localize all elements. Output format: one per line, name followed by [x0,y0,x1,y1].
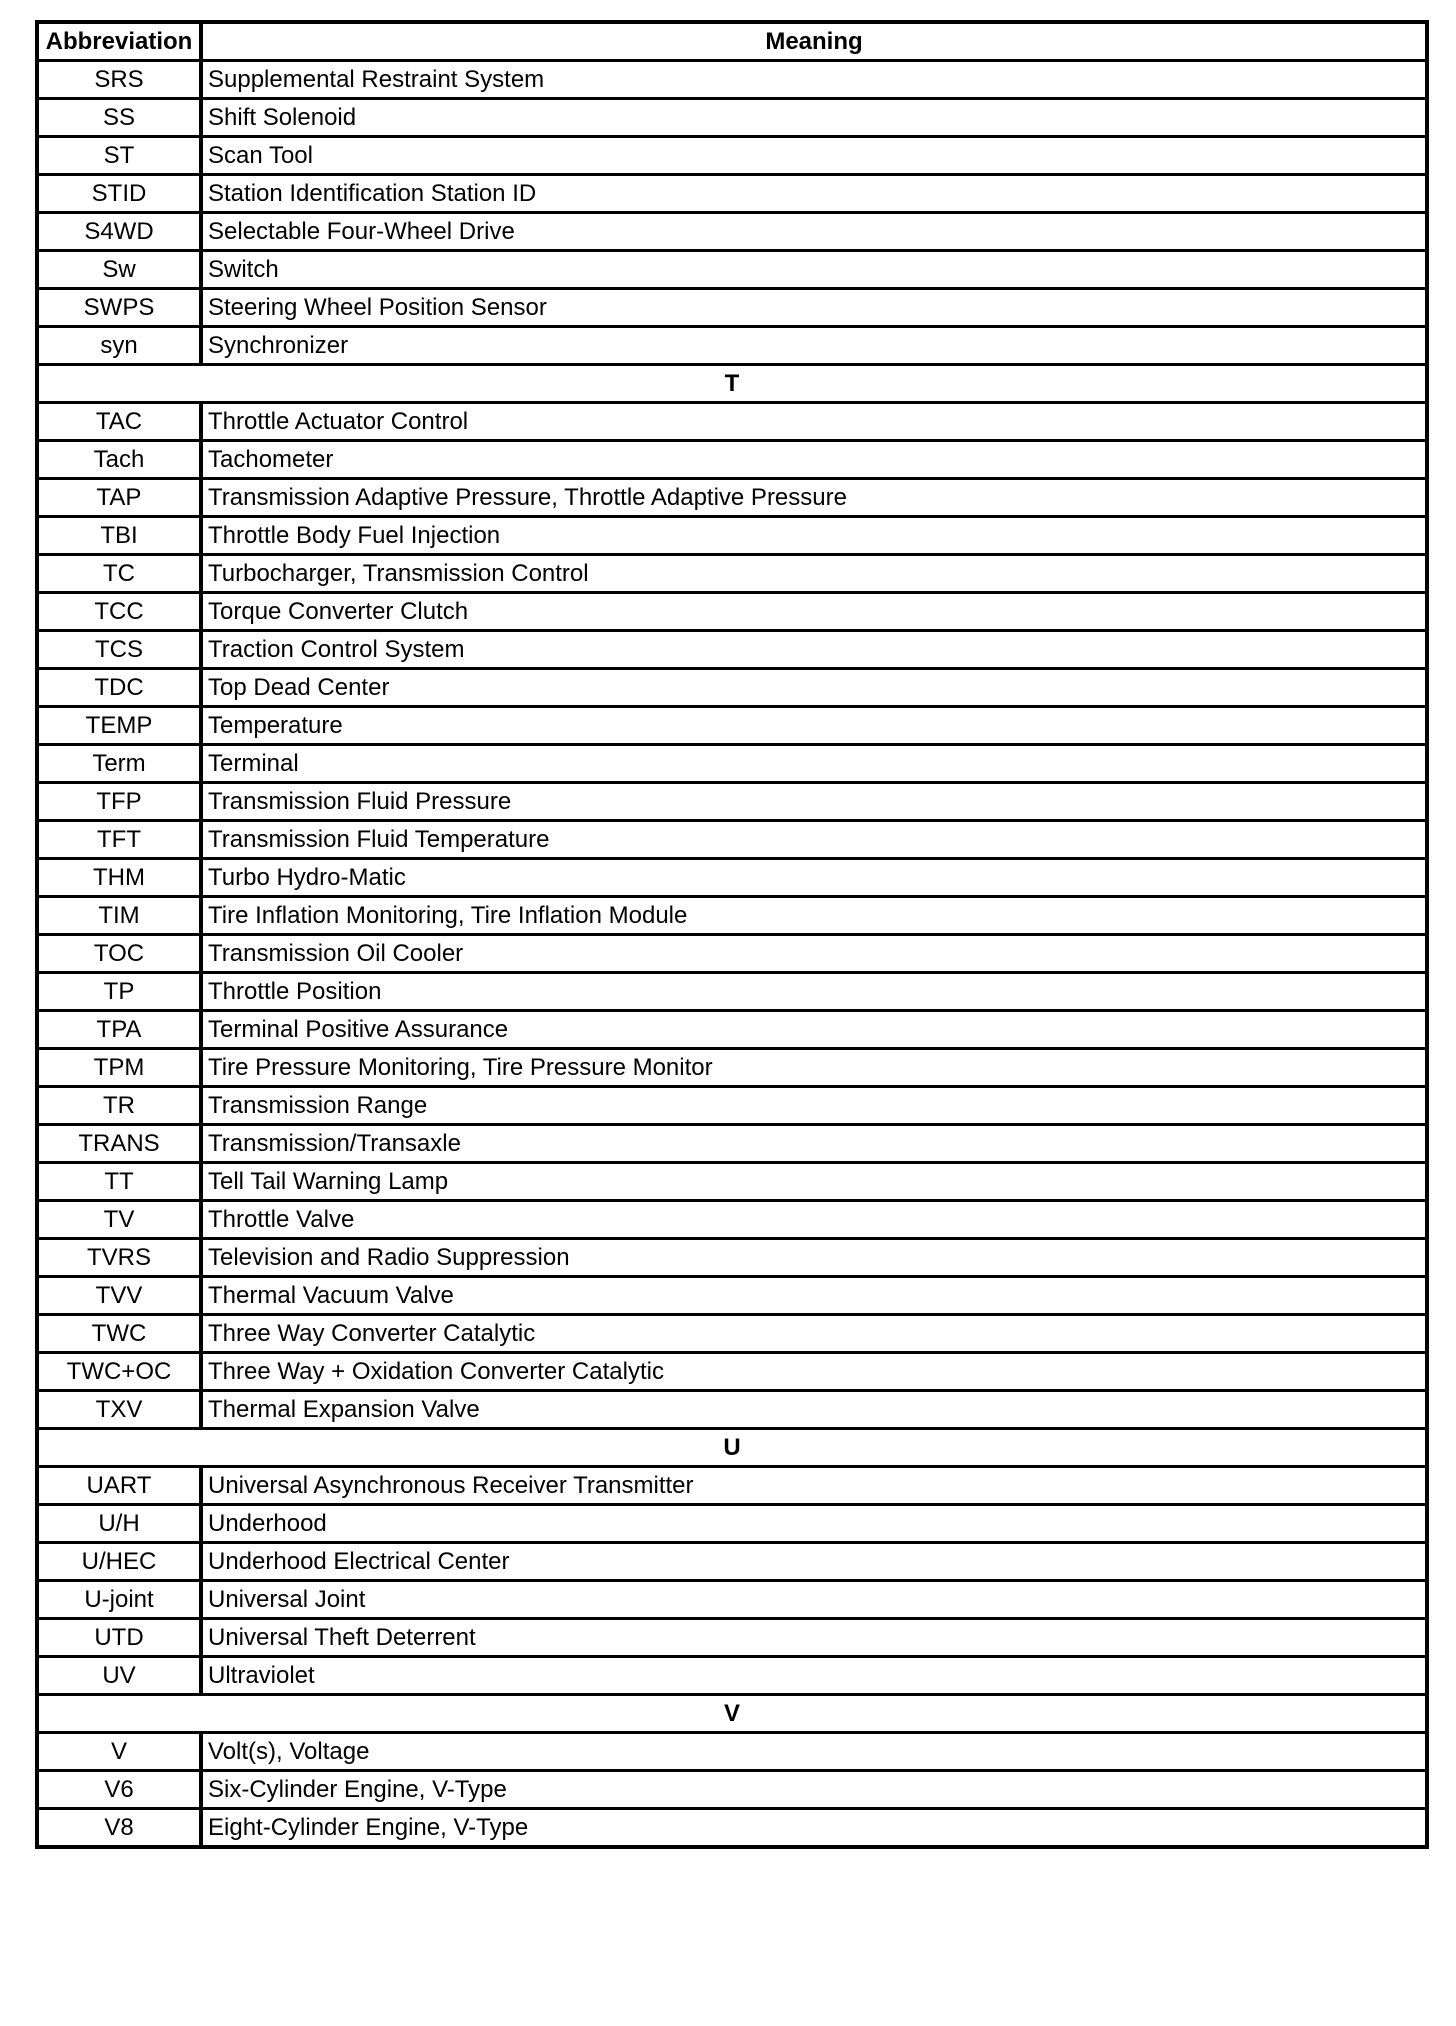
meaning-cell: Selectable Four-Wheel Drive [201,213,1427,251]
table-row [37,859,1427,897]
meaning-cell: Synchronizer [201,327,1427,365]
meaning-cell: Scan Tool [201,137,1427,175]
table-row [37,783,1427,821]
abbreviation-cell: Term [37,745,201,783]
abbreviation-cell: V6 [37,1771,201,1809]
meaning-cell: Six-Cylinder Engine, V-Type [201,1771,1427,1809]
meaning-cell: Terminal Positive Assurance [201,1011,1427,1049]
meaning-cell: Throttle Actuator Control [201,403,1427,441]
meaning-cell: Steering Wheel Position Sensor [201,289,1427,327]
abbreviation-cell: TT [37,1163,201,1201]
abbreviation-cell: TCC [37,593,201,631]
table-row [37,61,1427,99]
table-row [37,555,1427,593]
abbreviation-cell: TRANS [37,1125,201,1163]
meaning-cell: Transmission Oil Cooler [201,935,1427,973]
meaning-cell: Tire Inflation Monitoring, Tire Inflation Module [201,897,1427,935]
meaning-cell: Universal Asynchronous Receiver Transmitter [201,1467,1427,1505]
abbreviation-cell: V [37,1733,201,1771]
header-abbreviation: Abbreviation [37,22,201,61]
abbreviation-cell: TPA [37,1011,201,1049]
abbreviation-cell: TFP [37,783,201,821]
meaning-cell: Three Way Converter Catalytic [201,1315,1427,1353]
abbreviation-cell: TFT [37,821,201,859]
meaning-cell: Universal Theft Deterrent [201,1619,1427,1657]
abbreviation-cell: TOC [37,935,201,973]
table-row [37,1467,1427,1505]
section-header-row [37,365,1427,403]
table-row [37,1201,1427,1239]
abbreviation-cell: SRS [37,61,201,99]
meaning-cell: Thermal Vacuum Valve [201,1277,1427,1315]
meaning-cell: Transmission Fluid Pressure [201,783,1427,821]
meaning-cell: Transmission/Transaxle [201,1125,1427,1163]
abbreviation-cell: Sw [37,251,201,289]
meaning-cell: Throttle Position [201,973,1427,1011]
table-row [37,1277,1427,1315]
meaning-cell: Torque Converter Clutch [201,593,1427,631]
table-row [37,745,1427,783]
abbreviation-cell: UV [37,1657,201,1695]
table-row [37,251,1427,289]
meaning-cell: Transmission Fluid Temperature [201,821,1427,859]
table-body [37,61,1427,1848]
abbreviation-cell: TC [37,555,201,593]
meaning-cell: Station Identification Station ID [201,175,1427,213]
table-row [37,821,1427,859]
meaning-cell: Turbo Hydro-Matic [201,859,1427,897]
table-row [37,1315,1427,1353]
meaning-cell: Tachometer [201,441,1427,479]
table-row [37,1505,1427,1543]
meaning-cell: Underhood Electrical Center [201,1543,1427,1581]
table-row [37,1011,1427,1049]
table-row [37,1771,1427,1809]
table-header-row [37,22,1427,61]
table-row [37,441,1427,479]
table-row [37,1163,1427,1201]
abbreviation-cell: UTD [37,1619,201,1657]
table-row [37,99,1427,137]
meaning-cell: Three Way + Oxidation Converter Catalytic [201,1353,1427,1391]
header-meaning: Meaning [201,22,1427,61]
abbreviation-cell: Tach [37,441,201,479]
abbreviation-cell: TIM [37,897,201,935]
table-row [37,1125,1427,1163]
abbreviation-cell: TWC [37,1315,201,1353]
meaning-cell: Eight-Cylinder Engine, V-Type [201,1809,1427,1848]
meaning-cell: Throttle Body Fuel Injection [201,517,1427,555]
abbreviation-cell: TPM [37,1049,201,1087]
table-row [37,175,1427,213]
abbreviation-cell: TVRS [37,1239,201,1277]
meaning-cell: Transmission Adaptive Pressure, Throttle Adaptive Pressure [201,479,1427,517]
section-header-row [37,1695,1427,1733]
table-row [37,213,1427,251]
abbreviation-cell: TVV [37,1277,201,1315]
abbreviation-table [35,20,1429,1849]
table-row [37,1733,1427,1771]
table-row [37,1239,1427,1277]
meaning-cell: Top Dead Center [201,669,1427,707]
abbreviation-cell: TXV [37,1391,201,1429]
abbreviation-cell: STID [37,175,201,213]
section-letter: U [37,1429,1427,1467]
abbreviation-cell: TDC [37,669,201,707]
meaning-cell: Television and Radio Suppression [201,1239,1427,1277]
meaning-cell: Volt(s), Voltage [201,1733,1427,1771]
table-row [37,1087,1427,1125]
table-row [37,1619,1427,1657]
section-letter: T [37,365,1427,403]
table-row [37,137,1427,175]
meaning-cell: Tell Tail Warning Lamp [201,1163,1427,1201]
meaning-cell: Shift Solenoid [201,99,1427,137]
meaning-cell: Throttle Valve [201,1201,1427,1239]
table-row [37,669,1427,707]
table-row [37,1657,1427,1695]
table-row [37,517,1427,555]
meaning-cell: Temperature [201,707,1427,745]
abbreviation-cell: TEMP [37,707,201,745]
table-row [37,707,1427,745]
meaning-cell: Switch [201,251,1427,289]
table-row [37,897,1427,935]
abbreviation-cell: TBI [37,517,201,555]
abbreviation-cell: U-joint [37,1581,201,1619]
section-header-row [37,1429,1427,1467]
table-row [37,1391,1427,1429]
meaning-cell: Universal Joint [201,1581,1427,1619]
abbreviation-cell: SWPS [37,289,201,327]
table-row [37,327,1427,365]
abbreviation-cell: SS [37,99,201,137]
meaning-cell: Supplemental Restraint System [201,61,1427,99]
table-row [37,593,1427,631]
abbreviation-cell: THM [37,859,201,897]
table-row [37,973,1427,1011]
abbreviation-cell: ST [37,137,201,175]
meaning-cell: Turbocharger, Transmission Control [201,555,1427,593]
table-row [37,1543,1427,1581]
table-row [37,289,1427,327]
abbreviation-cell: syn [37,327,201,365]
abbreviation-cell: TCS [37,631,201,669]
abbreviation-cell: U/H [37,1505,201,1543]
table-row [37,479,1427,517]
abbreviation-cell: TWC+OC [37,1353,201,1391]
table-row [37,403,1427,441]
table-row [37,935,1427,973]
meaning-cell: Tire Pressure Monitoring, Tire Pressure Monitor [201,1049,1427,1087]
meaning-cell: Thermal Expansion Valve [201,1391,1427,1429]
abbreviation-cell: TV [37,1201,201,1239]
table-row [37,1809,1427,1848]
meaning-cell: Underhood [201,1505,1427,1543]
abbreviation-cell: U/HEC [37,1543,201,1581]
table-row [37,1353,1427,1391]
meaning-cell: Terminal [201,745,1427,783]
table-row [37,631,1427,669]
abbreviation-cell: TAP [37,479,201,517]
abbreviation-cell: UART [37,1467,201,1505]
table-row [37,1049,1427,1087]
meaning-cell: Ultraviolet [201,1657,1427,1695]
abbreviation-cell: S4WD [37,213,201,251]
meaning-cell: Transmission Range [201,1087,1427,1125]
table-row [37,1581,1427,1619]
abbreviation-cell: V8 [37,1809,201,1848]
abbreviation-cell: TAC [37,403,201,441]
abbreviation-cell: TP [37,973,201,1011]
section-letter: V [37,1695,1427,1733]
abbreviation-cell: TR [37,1087,201,1125]
meaning-cell: Traction Control System [201,631,1427,669]
